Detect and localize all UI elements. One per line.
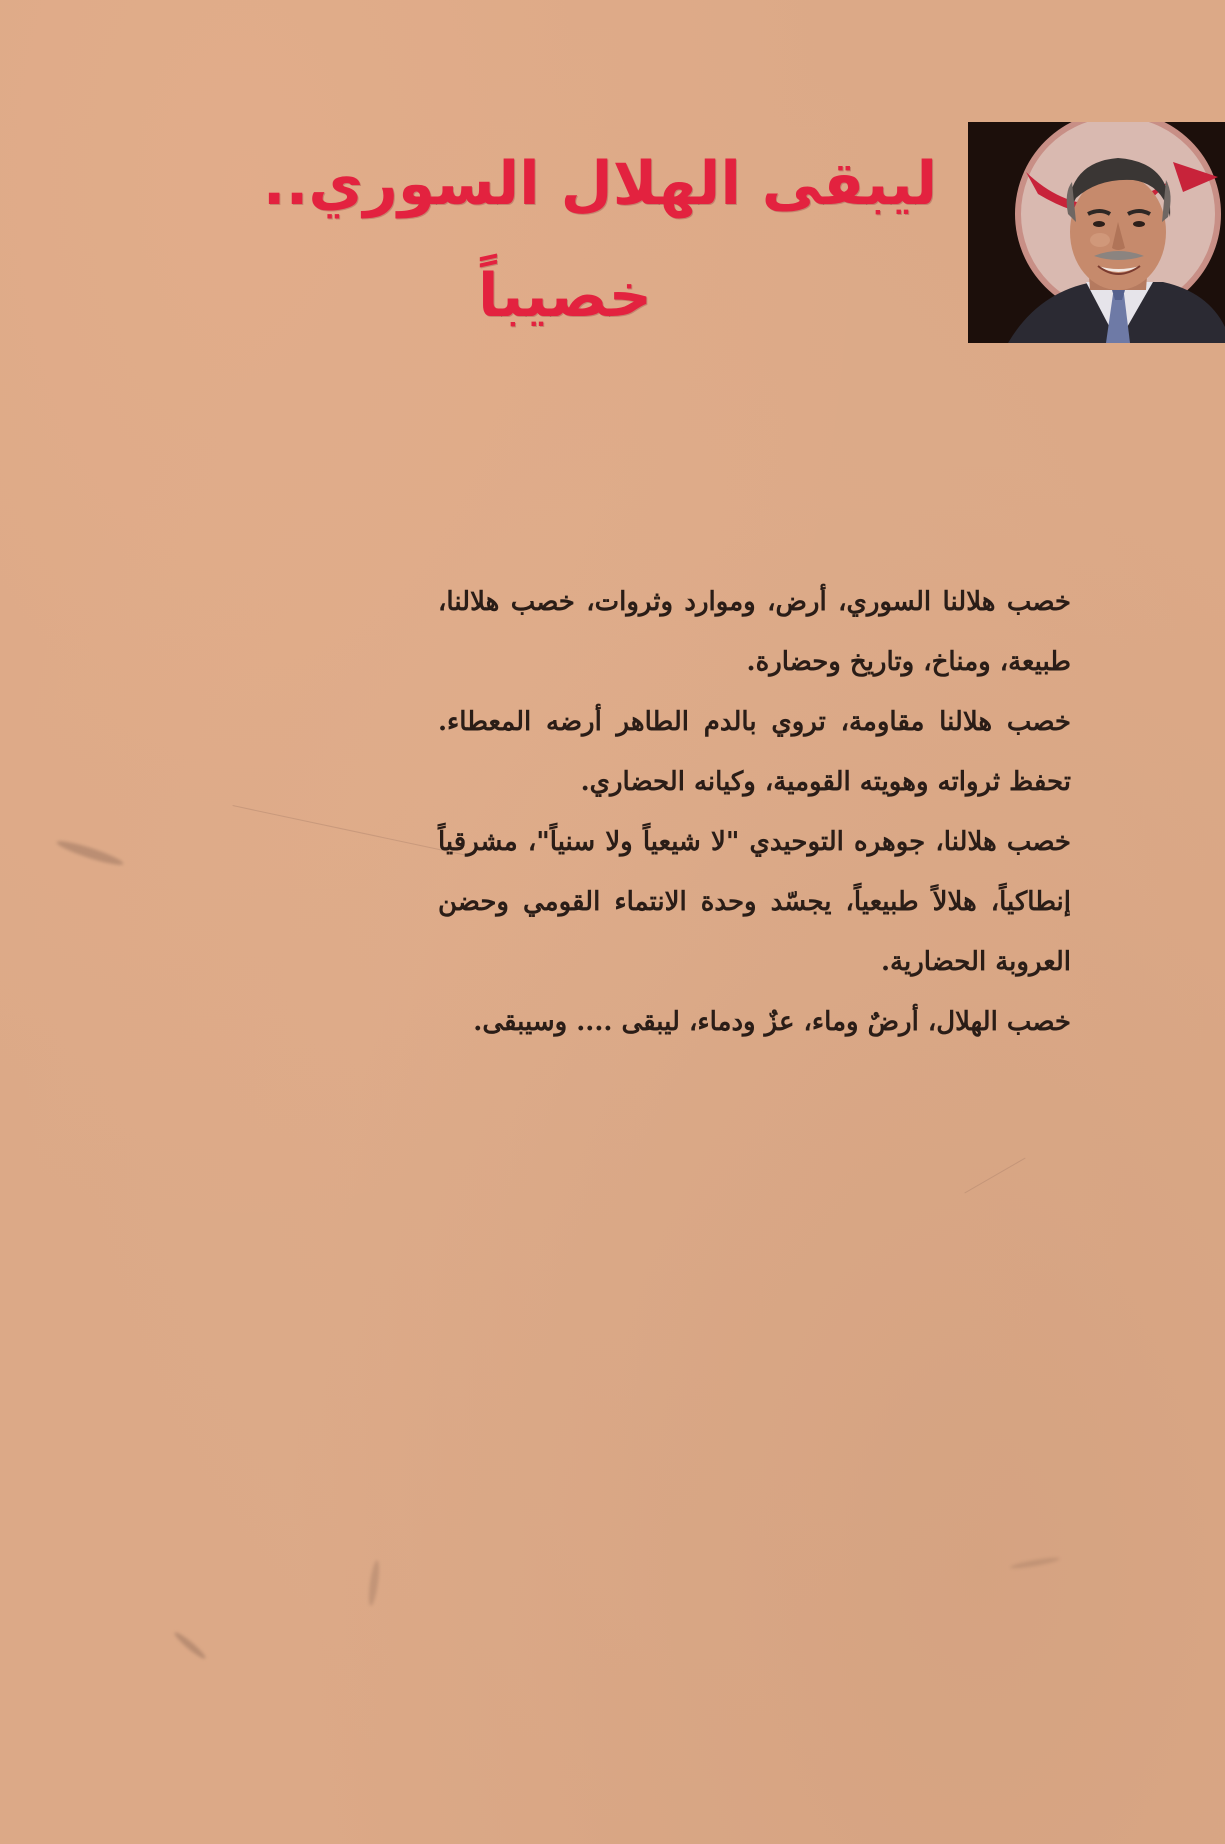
title-line-2: خصيباً	[478, 261, 652, 331]
paragraph: خصب هلالنا السوري، أرض، وموارد وثروات، خصب هلالنا، طبيعة، ومناخ، وتاريخ وحضارة.	[438, 587, 1071, 677]
paper-crease	[233, 805, 468, 856]
paragraph: خصب هلالنا مقاومة، تروي بالدم الطاهر أرضه المعطاء. تحفظ ثرواته وهويته القومية، وكيانه الحضاري.	[438, 707, 1071, 797]
paper-scuff-mark	[367, 1560, 381, 1607]
body-text	[438, 572, 1071, 1052]
paper-crease	[964, 1158, 1025, 1194]
paper-scuff-mark	[55, 837, 125, 868]
title-line-1: ليبقى الهلال السوري..	[262, 149, 938, 219]
paragraph: خصب هلالنا، جوهره التوحيدي "لا شيعياً ولا سنياً"، مشرقياً إنطاكياً، هلالاً طبيعياً، يجسّد وحدة الانتماء القومي وحضن العروبة الحضارية.	[438, 827, 1071, 977]
paragraph: خصب الهلال، أرضٌ وماء، عزٌ ودماء، ليبقى .... وسيبقى.	[473, 1007, 1071, 1037]
book-title	[260, 128, 940, 352]
paper-scuff-mark	[1010, 1556, 1060, 1571]
author-portrait	[968, 122, 1225, 343]
paper-scuff-mark	[172, 1630, 207, 1661]
